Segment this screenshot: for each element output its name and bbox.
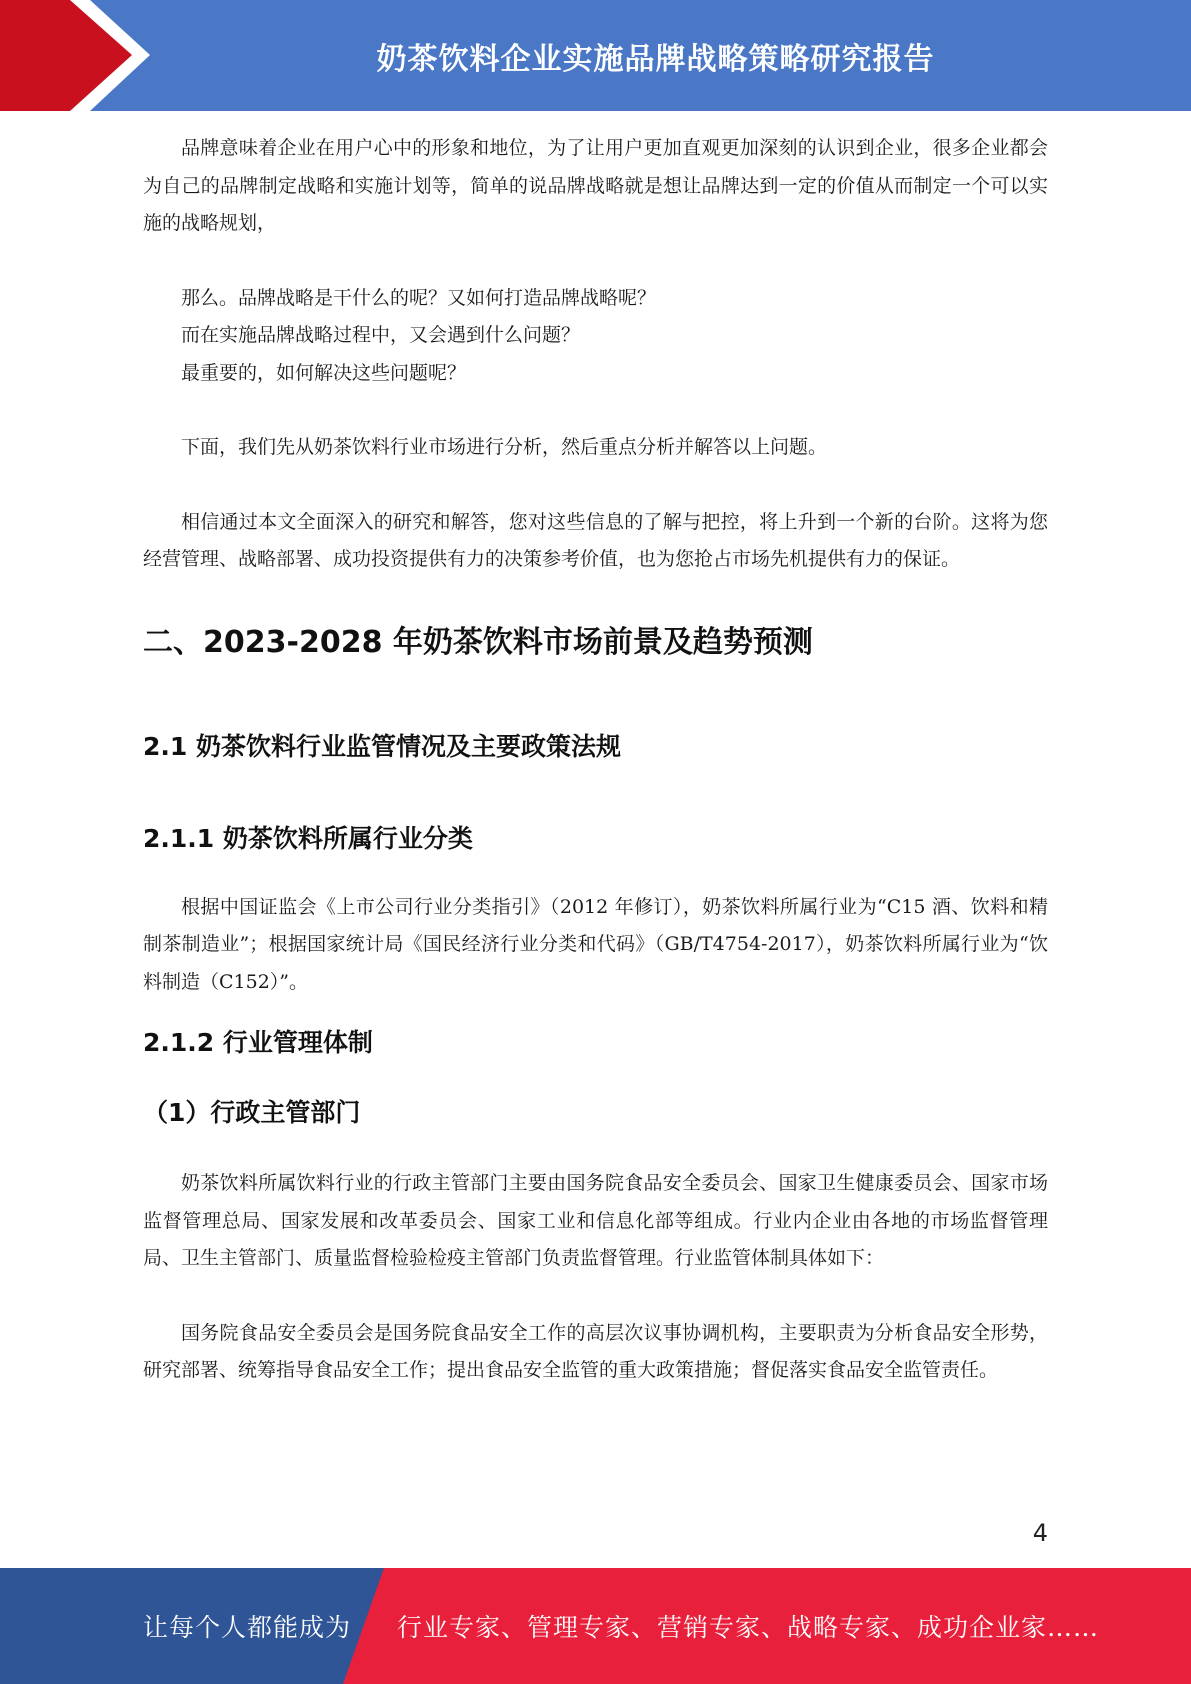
document-body [143,130,1048,1390]
question-3: 最重要的，如何解决这些问题呢？ [181,361,467,384]
food-safety-committee-paragraph: 国务院食品安全委员会是国务院食品安全工作的高层次议事协调机构，主要职责为分析食品安全形势，研究部署、统筹指导食品安全工作；提出食品安全监管的重大政策措施；督促落实食品安全监管责任。 [143,1321,1048,1381]
section-2-1-2-heading: 2.1.2 行业管理体制 [143,1028,373,1057]
footer-slogan-left: 让每个人都能成为 [143,1613,352,1642]
value-paragraph: 相信通过本文全面深入的研究和解答，您对这些信息的了解与把控，将上升到一个新的台阶。这将为您经营管理、战略部署、成功投资提供有力的决策参考价值，也为您抢占市场先机提供有力的保证。 [143,510,1048,570]
admin-dept-heading: （1）行政主管部门 [143,1098,361,1127]
intro-paragraph: 品牌意味着企业在用户心中的形象和地位，为了让用户更加直观更加深刻的认识到企业，很多企业都会为自己的品牌制定战略和实施计划等，简单的说品牌战略就是想让品牌达到一定的价值从而制定一个可以实施的战略规划， [143,137,1048,234]
question-1: 那么。品牌战略是干什么的呢？又如何打造品牌战略呢？ [181,286,657,309]
page-number: 4 [1032,1519,1048,1547]
header-banner [0,0,1191,111]
section-2-1-heading: 2.1 奶茶饮料行业监管情况及主要政策法规 [143,731,621,761]
report-title: 奶茶饮料企业实施品牌战略策略研究报告 [376,41,935,77]
footer-slogan-right: 行业专家、管理专家、营销专家、战略专家、成功企业家…… [397,1613,1100,1642]
industry-classification-text: 根据中国证监会《上市公司行业分类指引》（2012 年修订），奶茶饮料所属行业为“C15 酒、饮料和精制茶制造业”；根据国家统计局《国民经济行业分类和代码》（GB/T4754-2017），奶茶饮料所属行业为“饮料制造（C152）”。 [143,895,1048,993]
admin-dept-paragraph: 奶茶饮料所属饮料行业的行政主管部门主要由国务院食品安全委员会、国家卫生健康委员会、国家市场监督管理总局、国家发展和改革委员会、国家工业和信息化部等组成。行业内企业由各地的市场监督管理局、卫生主管部门、质量监督检验检疫主管部门负责监督管理。行业监管体制具体如下： [143,1172,1048,1269]
analysis-intro: 下面，我们先从奶茶饮料行业市场进行分析，然后重点分析并解答以上问题。 [181,436,828,458]
section-2-1-1-heading: 2.1.1 奶茶饮料所属行业分类 [143,823,473,853]
footer-banner [0,1568,1191,1684]
question-2: 而在实施品牌战略过程中，又会遇到什么问题？ [181,324,581,346]
section-2-heading: 二、2023-2028 年奶茶饮料市场前景及趋势预测 [143,624,813,660]
